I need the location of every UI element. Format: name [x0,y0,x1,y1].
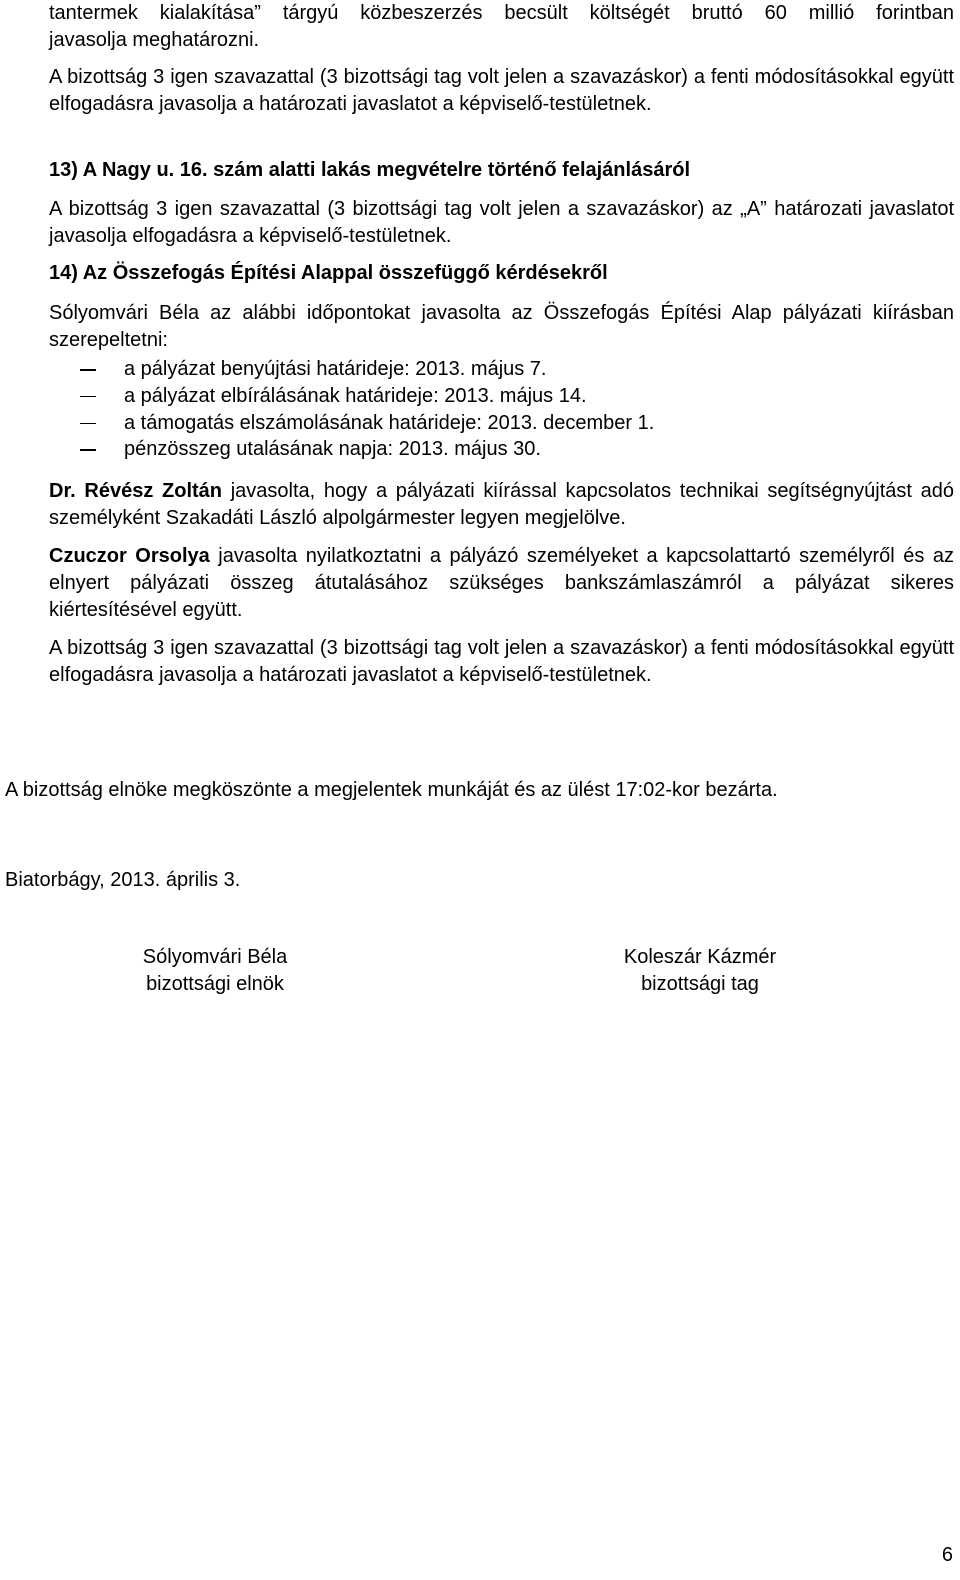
dash-bullet [80,396,96,398]
place-and-date: Biatorbágy, 2013. április 3. [5,869,241,891]
list-item: a pályázat elbírálásának határideje: 2013. május 14. [49,383,954,410]
item-14-heading: 14) Az Összefogás Építési Alappal összefüggő kérdésekről [49,262,608,284]
signature-title: bizottsági elnök [146,973,284,995]
item-13-heading: 13) A Nagy u. 16. szám alatti lakás megvételre történő felajánlásáról [49,159,691,181]
signature-right [585,944,815,998]
intro-vote-paragraph: A bizottság 3 igen szavazattal (3 bizottsági tag volt jelen a szavazáskor) a fenti módosításokkal együtt elfogadásra javasolja a határozati javaslatot a képviselő-testületnek. [49,66,954,115]
reves-paragraph: Dr. Révész Zoltán javasolta, hogy a pályázati kiírással kapcsolatos technikai segítségnyújtást adó személyként Szakadáti László alpolgármester legyen megjelölve. [49,480,954,529]
list-item: pénzösszeg utalásának napja: 2013. május 30. [49,436,954,463]
dash-bullet [80,369,96,371]
signature-name: Koleszár Kázmér [623,946,777,968]
signature-left [100,944,330,998]
czuczor-paragraph: Czuczor Orsolya javasolta nyilatkoztatni a pályázó személyeket a kapcsolattartó személyről és az elnyert pályázati összeg átutalásához szükséges bankszámlaszámról a pályázat sikeres kiértesítésével együtt. [49,545,954,621]
page-number: 6 [941,1544,953,1566]
item-14-vote-paragraph: A bizottság 3 igen szavazattal (3 bizottsági tag volt jelen a szavazáskor) a fenti módosításokkal együtt elfogadásra javasolja a határozati javaslatot a képviselő-testületnek. [49,637,954,686]
intro-line-2: javasolja meghatározni. [49,28,260,51]
signature-name: Sólyomvári Béla [142,946,288,968]
list-item: a támogatás elszámolásának határideje: 2013. december 1. [49,410,954,437]
reves-name: Dr. Révész Zoltán [49,480,222,502]
item-13-vote-paragraph: A bizottság 3 igen szavazattal (3 bizottsági tag volt jelen a szavazáskor) az „A” határozati javaslatot javasolja elfogadásra a képviselő-testületnek. [49,198,954,247]
deadline-list [49,356,954,463]
item-14-proposal: Sólyomvári Béla az alábbi időpontokat javasolta az Összefogás Építési Alap pályázati kiírásban szerepeltetni: [49,302,954,351]
dash-bullet [80,449,96,451]
dash-bullet [80,423,96,425]
czuczor-name: Czuczor Orsolya [49,545,210,567]
closing-statement: A bizottság elnöke megköszönte a megjelentek munkáját és az ülést 17:02-kor bezárta. [5,779,778,801]
signature-title: bizottsági tag [641,973,759,995]
intro-line-1: tantermek kialakítása” tárgyú közbeszerzés becsült költségét bruttó 60 millió forintban [49,2,954,24]
list-item: a pályázat benyújtási határideje: 2013. május 7. [49,356,954,383]
